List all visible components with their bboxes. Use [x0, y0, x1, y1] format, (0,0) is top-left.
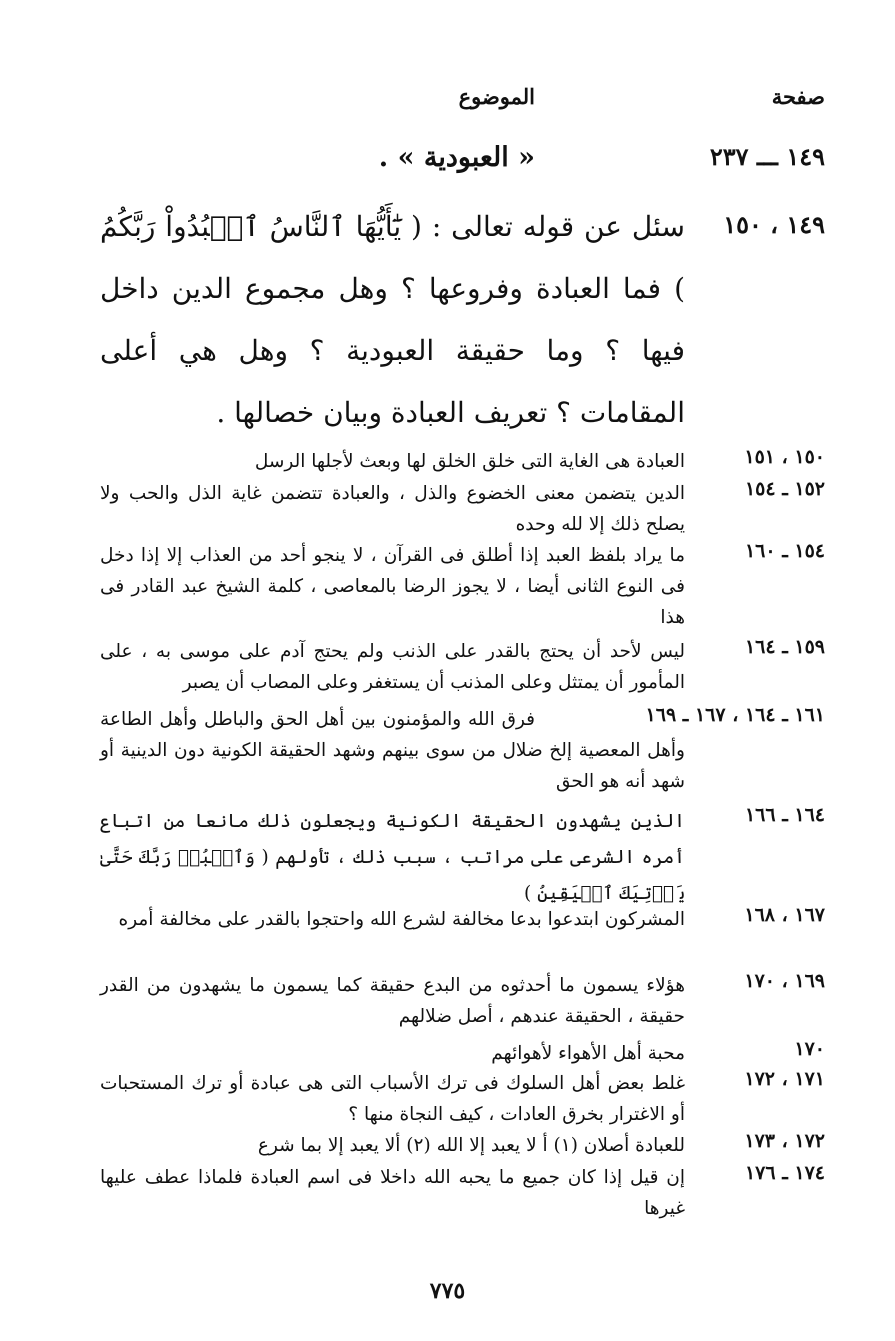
entry-text: إن قيل إذا كان جميع ما يحبه الله داخلا فى اسم العبادة فلماذا عطف عليها غيرها: [100, 1167, 685, 1219]
entry-range: ١٦١ ـ ١٦٤ ، ١٦٧ ـ ١٦٩: [645, 704, 825, 726]
entry-row: [100, 1038, 825, 1070]
topic-column-label: الموضوع: [458, 84, 535, 109]
section-title: « العبودية » .: [378, 142, 535, 173]
entry-text: للعبادة أصلان (١) أ لا يعبد إلا الله (٢) ألا يعبد إلا بما شرع: [257, 1135, 685, 1156]
entry-range: ١٧٢ ، ١٧٣: [744, 1130, 825, 1152]
entry-row: [100, 1130, 825, 1162]
entry-text: هؤلاء يسمون ما أحدثوه من البدع حقيقة كما يسمون ما يشهدون من القدر حقيقة ، الحقيقة عندهم ، أصل ضلالهم: [100, 975, 685, 1027]
entry-range: ١٥٤ ـ ١٦٠: [744, 540, 825, 562]
entry-range: ١٧١ ، ١٧٢: [744, 1068, 825, 1090]
section-title-range: ١٤٩ ـــ ٢٣٧: [709, 142, 825, 171]
entry-row: [100, 904, 825, 968]
entry-row: [100, 970, 825, 1034]
entry-range: ١٧٠: [794, 1038, 825, 1060]
main-entry-text: سئل عن قوله تعالى : ( يَٰٓأَيُّهَا ٱلنَّاسُ ٱعۡبُدُواْ رَبَّكُمُ ) فما العبادة وفروعها ؟ وهل مجموع الدين داخل فيها ؟ وما حقيقة العبودية ؟ وهل هي أعلى المقامات ؟ تعريف العبادة وبيان خصالها .: [100, 210, 685, 429]
entry-text: غلط بعض أهل السلوك فى ترك الأسباب التى هى عبادة أو ترك المستحبات أو الاغترار بخرق العادات ، كيف النجاة منها ؟: [100, 1073, 685, 1125]
entry-range: ١٦٧ ، ١٦٨: [744, 904, 825, 926]
entry-text: الدين يتضمن معنى الخضوع والذل ، والعبادة تتضمن غاية الذل والحب ولا يصلح ذلك إلا لله وحده: [100, 483, 685, 535]
entry-row: [100, 636, 825, 700]
entry-range: ١٧٤ ـ ١٧٦: [744, 1162, 825, 1184]
entry-range: ١٦٩ ، ١٧٠: [744, 970, 825, 992]
entry-range: ١٥٩ ـ ١٦٤: [744, 636, 825, 658]
section-title-row: [100, 142, 825, 182]
entry-row: [100, 1162, 825, 1226]
main-entry-range: ١٤٩ ، ١٥٠: [723, 210, 825, 239]
entry-range: ١٥٢ ـ ١٥٤: [744, 478, 825, 500]
entry-text: الذين يشهدون الحقيقة الكونية ويجعلون ذلك مانعا من اتباع أمره الشرعى على مراتب ، سبب ذلك ، تأولهم ( وَٱعۡبُدۡ رَبَّكَ حَتَّىٰ يَأۡتِيَكَ ٱلۡيَقِينُ ): [100, 811, 685, 904]
entry-row: [100, 446, 825, 478]
page-column-label: صفحة: [771, 84, 825, 109]
entry-text: ليس لأحد أن يحتج بالقدر على الذنب ولم يحتج آدم على موسى به ، على المأمور أن يمتثل وعلى المذنب أن يستغفر وعلى المصاب أن يصبر: [100, 641, 685, 693]
main-entry-row: [100, 196, 825, 444]
entry-row: [100, 478, 825, 542]
entry-text: العبادة هى الغاية التى خلق الخلق لها وبعث لأجلها الرسل: [254, 451, 685, 472]
entry-range: ١٥٠ ، ١٥١: [744, 446, 825, 468]
entry-text: المشركون ابتدعوا بدعا مخالفة لشرع الله واحتجوا بالقدر على مخالفة أمره: [118, 909, 685, 930]
column-header: [100, 84, 825, 120]
entry-row: [100, 704, 825, 800]
entry-row: [100, 540, 825, 636]
page-number: ٧٧٥: [429, 1278, 466, 1304]
entry-range: ١٦٤ ـ ١٦٦: [744, 804, 825, 826]
entry-text: محبة أهل الأهواء لأهوائهم: [491, 1043, 685, 1064]
entry-row: [100, 1068, 825, 1132]
entry-row: [100, 804, 825, 904]
entry-text: ما يراد بلفظ العبد إذا أطلق فى القرآن ، لا ينجو أحد من العذاب إلا إذا دخل فى النوع الثانى أيضا ، لا يجوز الرضا بالمعاصى ، كلمة الشيخ عبد القادر فى هذا: [100, 545, 685, 628]
entry-text: فرق الله والمؤمنون بين أهل الحق والباطل وأهل الطاعة وأهل المعصية إلخ ضلال من سوى بينهم وشهد الحقيقة الكونية دون الدينية أو شهد أنه هو الحق: [100, 709, 685, 792]
